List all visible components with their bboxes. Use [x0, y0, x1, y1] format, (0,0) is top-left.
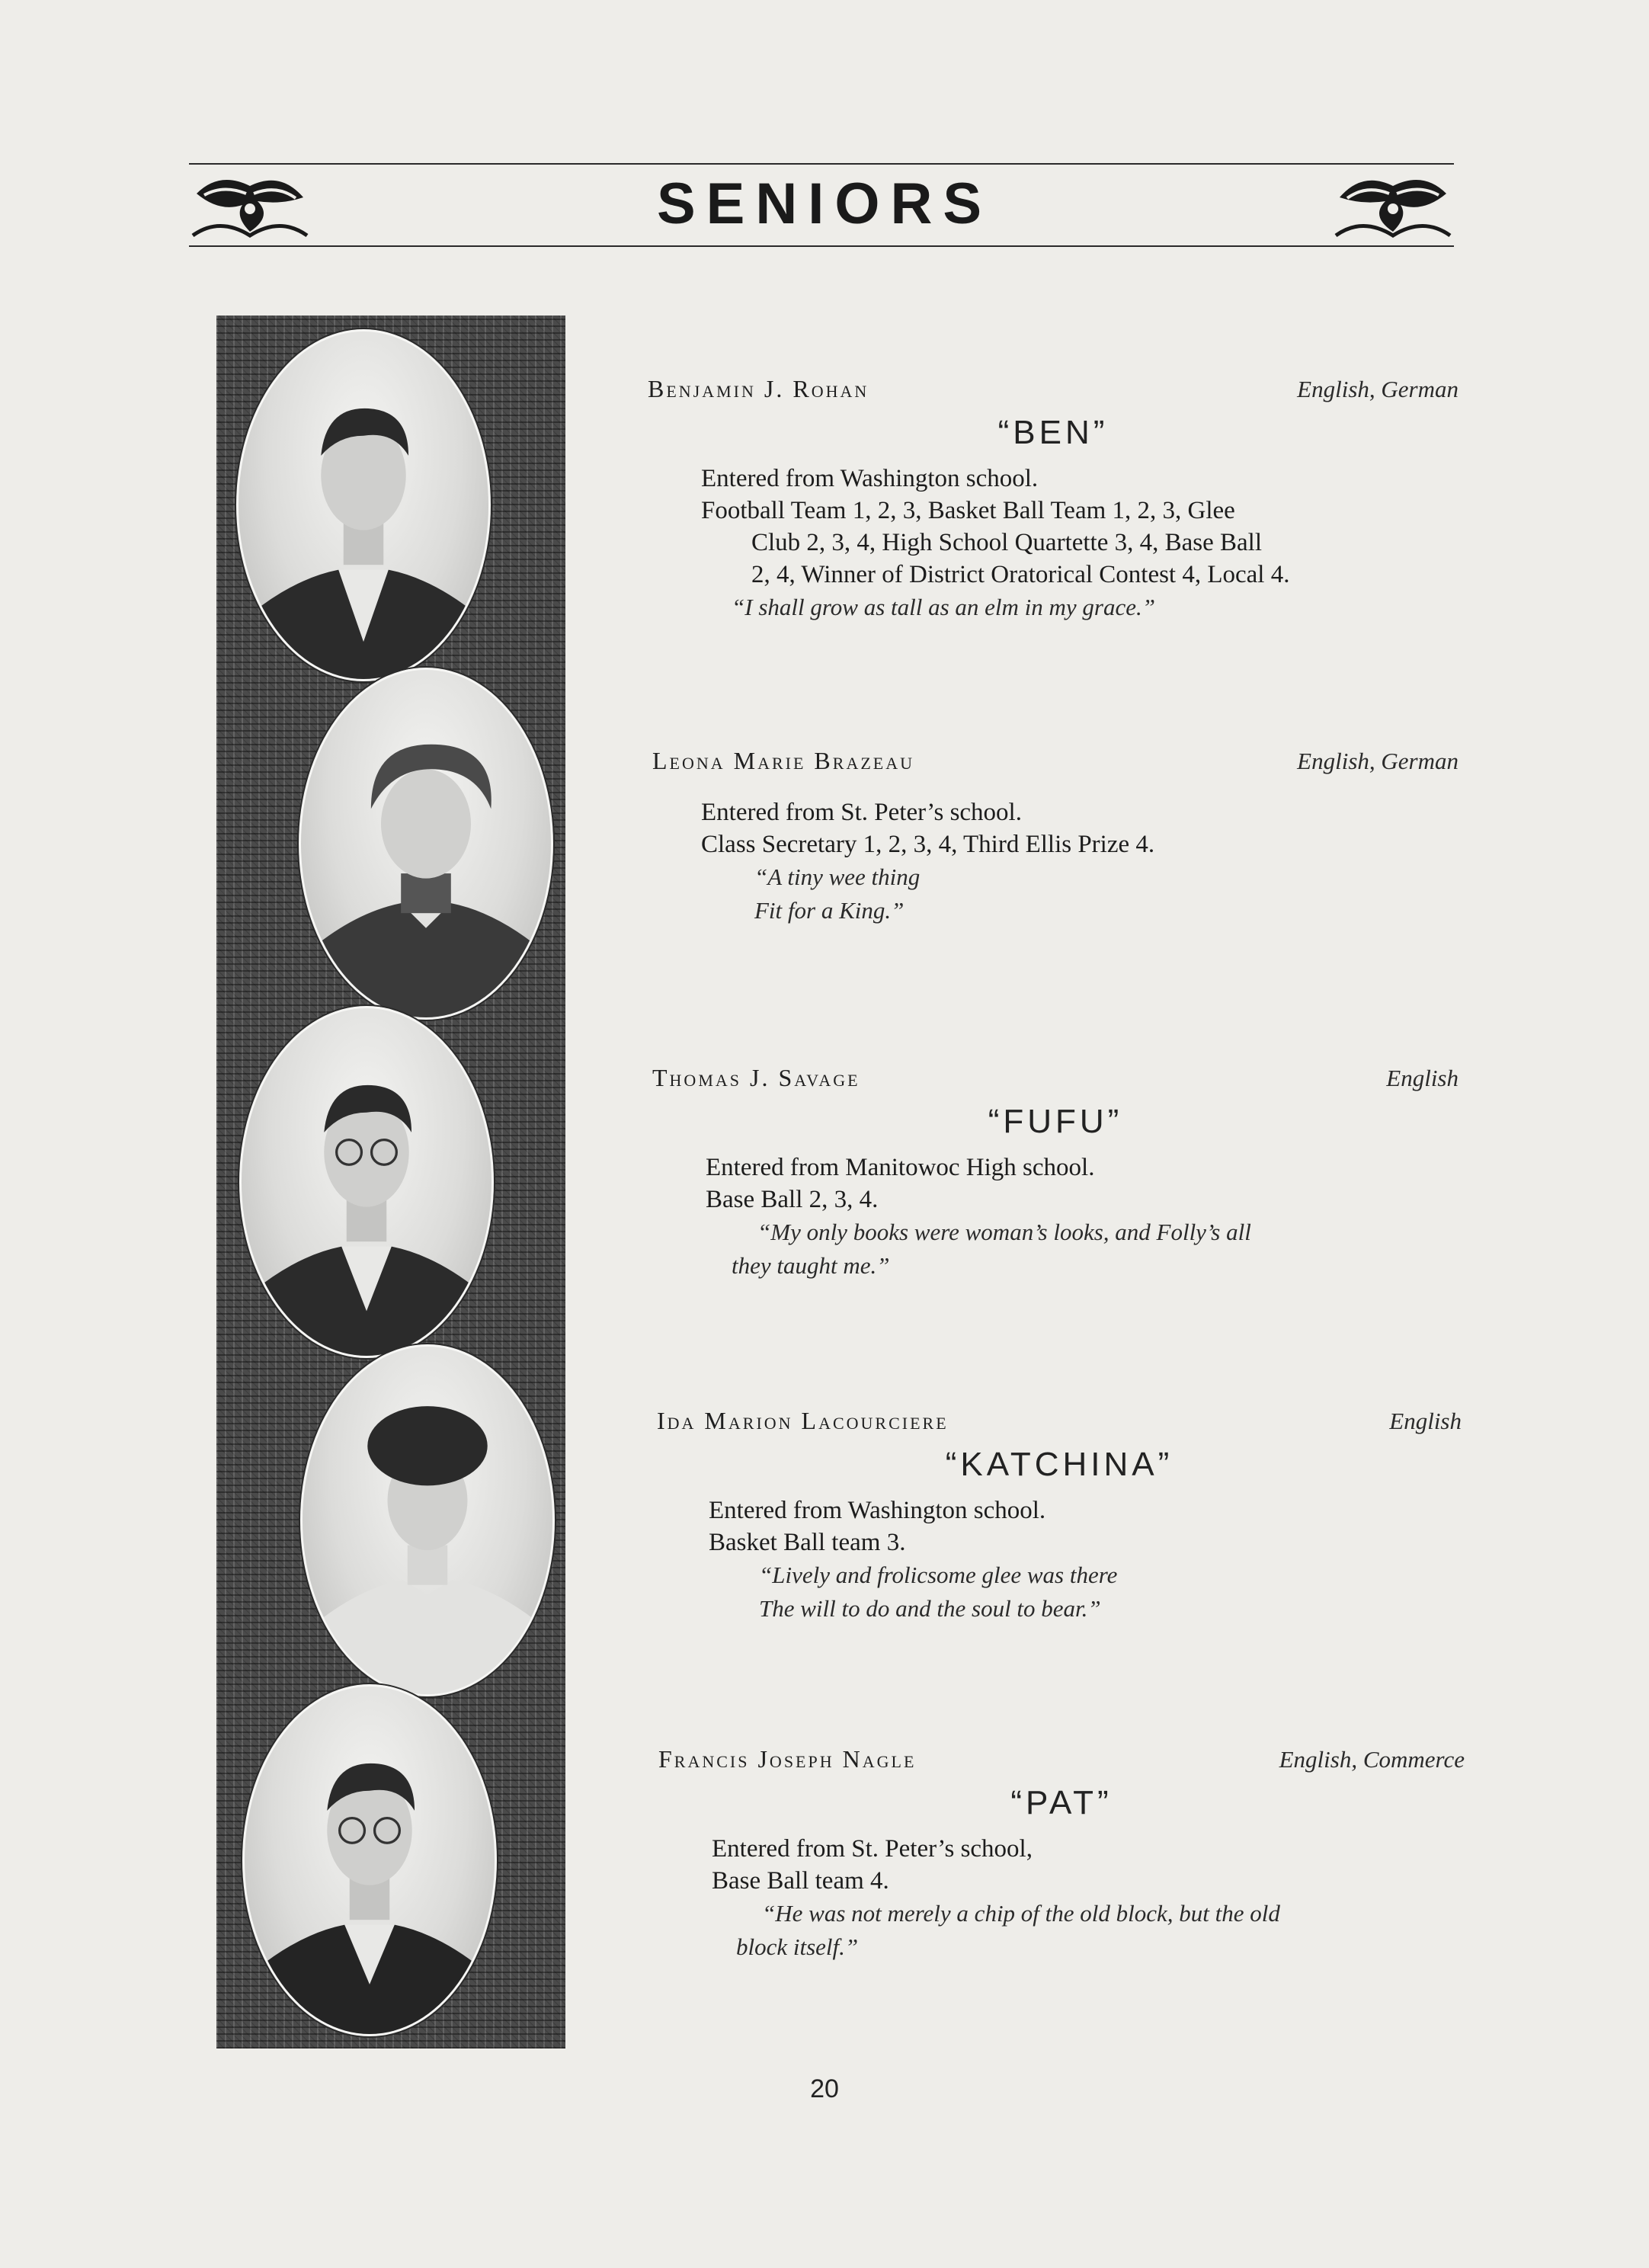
record-line: Class Secretary 1, 2, 3, 4, Third Ellis Prize 4.: [701, 831, 1155, 858]
senior-entry: [658, 1745, 1465, 1964]
senior-quote: block itself.”: [736, 1933, 859, 1960]
senior-entry: [657, 1407, 1462, 1626]
senior-quote: “My only books were woman’s looks, and Folly’s all: [757, 1219, 1251, 1245]
senior-subjects: English, German: [1297, 748, 1458, 774]
record-line: 2, 4, Winner of District Oratorical Contest 4, Local 4.: [751, 561, 1290, 588]
senior-nickname: “KATCHINA”: [945, 1446, 1174, 1483]
record-line: Football Team 1, 2, 3, Basket Ball Team 1, 2, 3, Glee: [701, 497, 1235, 524]
entered-from: Entered from St. Peter’s school.: [701, 799, 1022, 826]
senior-name: Leona Marie Brazeau: [652, 747, 914, 774]
senior-subjects: English, German: [1297, 376, 1458, 402]
entered-from: Entered from Washington school.: [701, 465, 1039, 492]
senior-name: Benjamin J. Rohan: [648, 375, 869, 402]
portrait-photo: [299, 668, 553, 1020]
senior-name: Francis Joseph Nagle: [658, 1745, 917, 1773]
header-top-rule: [189, 163, 1454, 165]
senior-quote: “A tiny wee thing: [754, 863, 921, 890]
record-line: Base Ball team 4.: [712, 1867, 889, 1895]
page-title: SENIORS: [656, 171, 993, 236]
portrait-photo: [300, 1344, 555, 1696]
senior-name: Thomas J. Savage: [652, 1064, 860, 1091]
portrait-photo: [239, 1006, 494, 1358]
senior-entry: [652, 1064, 1458, 1283]
record-line: Club 2, 3, 4, High School Quartette 3, 4, Base Ball: [751, 529, 1263, 556]
senior-subjects: English, Commerce: [1279, 1746, 1465, 1773]
senior-entry: [652, 747, 1458, 927]
senior-quote: they taught me.”: [732, 1252, 890, 1279]
senior-subjects: English: [1389, 1408, 1462, 1434]
page-number: 20: [810, 2074, 839, 2103]
record-line: Base Ball 2, 3, 4.: [706, 1186, 879, 1213]
entered-from: Entered from St. Peter’s school,: [712, 1835, 1033, 1863]
senior-quote: “I shall grow as tall as an elm in my grace.”: [732, 594, 1156, 620]
senior-quote: The will to do and the soul to bear.”: [759, 1595, 1101, 1622]
senior-name: Ida Marion Lacourciere: [657, 1407, 949, 1434]
senior-quote: “Lively and frolicsome glee was there: [759, 1562, 1118, 1588]
portrait-photo: [236, 329, 491, 681]
entered-from: Entered from Washington school.: [709, 1497, 1046, 1524]
entered-from: Entered from Manitowoc High school.: [706, 1154, 1095, 1181]
record-line: Basket Ball team 3.: [709, 1529, 906, 1556]
portrait-photo: [242, 1684, 497, 2036]
senior-subjects: English: [1386, 1065, 1458, 1091]
senior-nickname: “FUFU”: [988, 1103, 1123, 1140]
senior-entry: [648, 375, 1458, 624]
senior-nickname: “BEN”: [997, 414, 1109, 451]
header-bottom-rule: [189, 245, 1454, 247]
senior-nickname: “PAT”: [1010, 1784, 1113, 1821]
senior-quote: Fit for a King.”: [754, 897, 905, 924]
senior-quote: “He was not merely a chip of the old block, but the old: [762, 1900, 1280, 1927]
